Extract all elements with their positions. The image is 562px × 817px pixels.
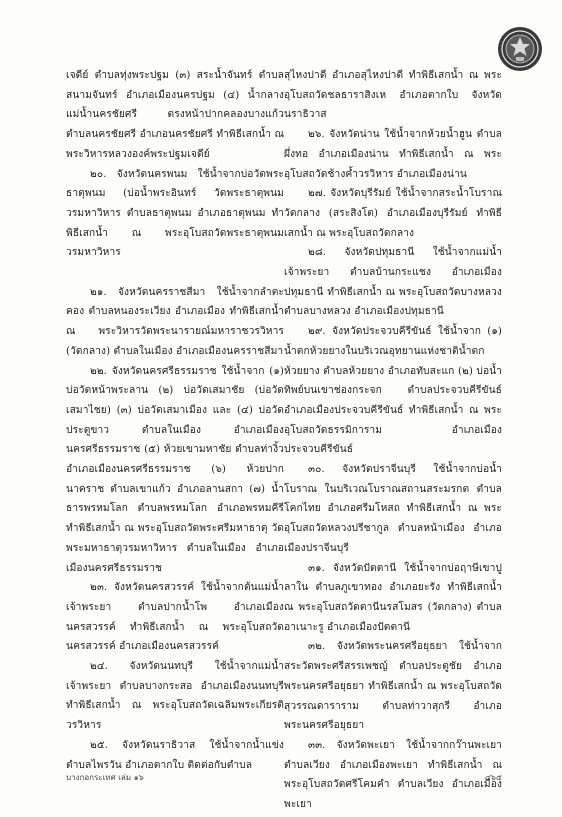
paragraph: ๒๒. จังหวัดนครศรีธรรมราช ใช้น้ำจาก (๑) บ่อวัดหน้าพระลาน (๒) บ่อวัดเสมาชัย (บ่อวัดเสมาไชย) (๓) บ่อวัดเสมาเมือง และ (๔) บ่อวัดประตูขาว ตำบลในเมือง อำเภอเมืองนครศรีธรรมราช (๕) ห้วยเขามหาชัย ตำบลท่างิ้ว อำเภอเมืองนครศรีธรรมราช (๖) ห้วยปากนาคราช ตำบลเขาแก้ว อำเภอลานสกา (๗) น้ำธารพรหมโลก ตำบลพรหมโลก อำเภอพรหมคีรี ทำพิธีเสกน้ำ ณ พระอุโบสถวัดพระศรีมหาธาตุ วัดพระมหาธาตุวรมหาวิหาร ตำบลในเมือง อำเภอเมืองนครศรีธรรมราช xyxy=(66,365,284,574)
paragraph: เจดีย์ ตำบลทุ่งพระปฐม (๓) สระน้ำจันทร์ ตำบลสนามจันทร์ อำเภอเมืองนครปฐม (๔) น้ำกลางแม่น้ำนครชัยศรี ตรงหน้าปากคลองบางแก้ว ตำบลนครชัยศรี อำเภอนครชัยศรี ทำพิธีเสกน้ำ ณ พระวิหารหลวงองค์พระปฐมเจดีย์ xyxy=(66,70,284,160)
right-column xyxy=(284,66,502,815)
paragraph: ๒๗. จังหวัดบุรีรัมย์ ใช้น้ำจากสระน้ำโบราณวัดกลาง (สระสิงโต) อำเภอเมืองบุรีรัมย์ ทำพิธีเสกน้ำ ณ พระอุโบสถวัดกลาง xyxy=(284,188,502,239)
paragraph: ๓๑. จังหวัดปัตตานี ใช้น้ำจากบ่อฤาษีเขาปูลาใน ตำบลภูเขาทอง อำเภอยะรัง ทำพิธีเสกน้ำ ณ พระอุโบสถวัดตานีนรสโมสร (วัดกลาง) ตำบลอาเนาะรู อำเภอเมืองปัตตานี xyxy=(284,562,502,633)
left-column xyxy=(66,66,284,775)
paragraph: ๒๖. จังหวัดน่าน ใช้น้ำจากห้วยน้ำฮูน ตำบลผึ่งทอ อำเภอเมืองน่าน ทำพิธีเสกน้ำ ณ พระอุโบสถวัดช้างค้ำวรวิหาร อำเภอเมืองน่าน xyxy=(284,129,502,180)
paragraph: ๒๕. จังหวัดนราธิวาส ใช้น้ำจากน้ำแข่งตำบลไพรวัน อำเภอตากใบ ติดต่อกับตำบล xyxy=(66,739,284,771)
page-number: ๔๖๕ xyxy=(484,773,502,782)
paragraph: ๓๓. จังหวัดพะเยา ใช้น้ำจากกว๊านพะเยา ตำบลเวียง อำเภอเมืองพะเยา ทำพิธีเสกน้ำ ณ พระอุโบสถวัดศรีโคมคำ ตำบลเวียง อำเภอเมืองพะเยา xyxy=(284,739,502,811)
footer-publication-title: บางกอกระเทศ เล่ม ๑๖ xyxy=(66,773,144,782)
royal-seal-icon xyxy=(497,26,543,72)
paragraph: ๒๙. จังหวัดประจวบคีรีขันธ์ ใช้น้ำจาก (๑) น้ำตกห้วยยางในบริเวณอุทยานแห่งชาติน้ำตกห้วยยาง ตำบลห้วยยาง อำเภอทับสะแก (๒) บ่อน้ำทิพย์บนเขาช่องกระจก ตำบลประจวบคีรีขันธ์ อำเภอเมืองประจวบคีรีขันธ์ ทำพิธีเสกน้ำ ณ พระอุโบสถวัดธรรมิการาม อำเภอเมืองประจวบคีรีขันธ์ xyxy=(284,326,502,456)
paragraph: ๒๘. จังหวัดปทุมธานี ใช้น้ำจากแม่น้ำเจ้าพระยา ตำบลบ้านกระแชง อำเภอเมืองปทุมธานี ทำพิธีเสกน้ำ ณ พระอุโบสถวัดบางหลวง ตำบลบางหลวง อำเภอเมืองปทุมธานี xyxy=(284,247,502,318)
paragraph: ๒๑. จังหวัดนครราชสีมา ใช้น้ำจากลำตะคอง ตำบลหนองระเวียง อำเภอเมือง ทำพิธีเสกน้ำ ณ พระวิหารวัดพระนารายณ์มหาราชวรวิหาร (วัดกลาง) ตำบลในเมือง อำเภอเมืองนครราชสีมา xyxy=(66,286,284,357)
paragraph: ๓๐. จังหวัดปราจีนบุรี ใช้น้ำจากบ่อน้ำโบราณ ในบริเวณโบราณสถานสระมรกต ตำบลโคกไทย อำเภอศรีมโหสถ ทำพิธีเสกน้ำ ณ พระอุโบสถวัดหลวงปรีชากูล ตำบลหน้าเมือง อำเภอเมืองปราจีนบุรี xyxy=(284,464,502,554)
paragraph: ๒๐. จังหวัดนครพนม ใช้น้ำจากบ่อวัดพระธาตุพนม (บ่อน้ำพระอินทร์ วัดพระธาตุพนม วรมหาวิหาร ตำบลธาตุพนม อำเภอธาตุพนม ทำพิธีเสกน้ำ ณ พระอุโบสถวัดพระธาตุพนม วรมหาวิหาร xyxy=(66,168,284,259)
paragraph: สุไหงปาดี อำเภอสุไหงปาดี ทำพิธีเสกน้ำ ณ พระอุโบสถวัดชลธาราสิงเห อำเภอตากใบ จังหวัดนราธิวาส xyxy=(284,70,502,121)
paragraph: ๒๔. จังหวัดนนทบุรี ใช้น้ำจากแม่น้ำเจ้าพระยา ตำบลบางกระสอ อำเภอเมืองนนทบุรี ทำพิธีเสกน้ำ ณ พระอุโบสถวัดเฉลิมพระเกียรติวรวิหาร xyxy=(66,661,284,732)
paragraph: ๓๒. จังหวัดพระนครศรีอยุธยา ใช้น้ำจากสระวัดพระศรีสรรเพชญ์ ตำบลประตูชัย อำเภอพระนครศรีอยุธยา ทำพิธีเสกน้ำ ณ พระอุโบสถวัดสุวรรณดาราราม ตำบลท่าวาสุกรี อำเภอพระนครศรีอยุธยา xyxy=(284,641,502,732)
page-footer xyxy=(66,771,502,785)
paragraph: ๒๓. จังหวัดนครสวรรค์ ใช้น้ำจากต้นแม่น้ำเจ้าพระยา ตำบลปากน้ำโพ อำเภอเมืองนครสวรรค์ ทำพิธีเสกน้ำ ณ พระอุโบสถวัดนครสวรรค์ อำเภอเมืองนครสวรรค์ xyxy=(66,582,284,653)
